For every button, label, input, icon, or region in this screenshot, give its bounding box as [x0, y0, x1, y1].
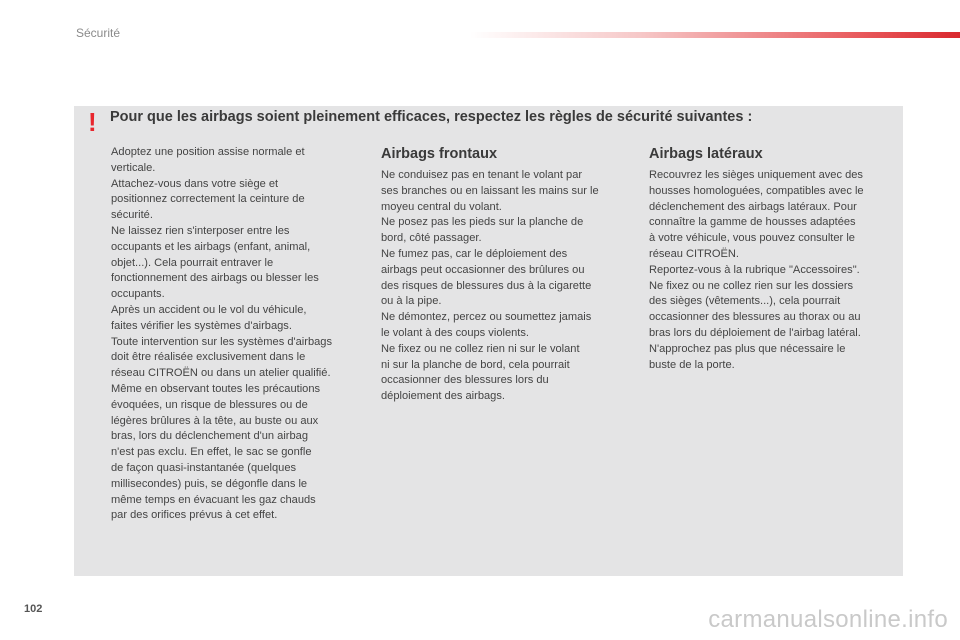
text-line: Ne démontez, percez ou soumettez jamais — [381, 311, 592, 324]
text-line: fonctionnement des airbags ou blesser les — [111, 272, 319, 285]
text-line: housses homologuées, compatibles avec le — [649, 184, 864, 197]
text-line: Recouvrez les sièges uniquement avec des — [649, 169, 863, 181]
page-number: 102 — [24, 603, 43, 615]
text-line: même temps en évacuant les gaz chauds — [111, 493, 316, 506]
text-line: occasionner des blessures au thorax ou au — [649, 311, 861, 324]
general-rules-text — [111, 145, 366, 524]
column-front-airbags — [381, 145, 631, 405]
text-line: Adoptez une position assise normale et — [111, 146, 305, 158]
text-line: airbags peut occasionner des brûlures ou — [381, 263, 585, 276]
text-line: moyeu central du volant. — [381, 200, 502, 213]
text-line: ou à la pipe. — [381, 295, 442, 308]
text-line: doit être réalisée exclusivement dans le — [111, 351, 306, 364]
warning-icon: ! — [88, 107, 97, 137]
text-line: Ne conduisez pas en tenant le volant par — [381, 169, 583, 181]
text-line: Après un accident ou le vol du véhicule, — [111, 303, 307, 316]
front-airbags-text — [381, 168, 631, 405]
text-line: évoquées, un risque de blessures ou de — [111, 398, 308, 411]
text-line: à votre véhicule, vous pouvez consulter le — [649, 232, 855, 245]
text-line: sécurité. — [111, 209, 153, 222]
text-line: positionnez correctement la ceinture de — [111, 193, 305, 206]
text-line: n'est pas exclu. En effet, le sac se gonfle — [111, 446, 312, 459]
side-airbags-text — [649, 168, 899, 373]
text-line: ses branches ou en laissant les mains sur le — [381, 184, 599, 197]
text-line: faites vérifier les systèmes d'airbags. — [111, 319, 292, 332]
text-line: bras, lors du déclenchement d'un airbag — [111, 430, 308, 443]
text-line: occupants et les airbags (enfant, animal, — [111, 240, 311, 253]
text-line: Toute intervention sur les systèmes d'airbags — [111, 335, 333, 348]
text-line: par des orifices prévus à cet effet. — [111, 509, 278, 522]
text-line: verticale. — [111, 161, 156, 174]
text-line: Reportez-vous à la rubrique "Accessoires". — [649, 263, 860, 276]
text-line: connaître la gamme de housses adaptées — [649, 216, 856, 229]
text-line: N'approchez pas plus que nécessaire le — [649, 342, 846, 355]
text-line: déclenchement des airbags latéraux. Pour — [649, 200, 857, 213]
text-line: des risques de blessures dus à la cigarette — [381, 279, 592, 292]
text-line: légères brûlures à la tête, au buste ou aux — [111, 414, 319, 427]
text-line: objet...). Cela pourrait entraver le — [111, 256, 274, 269]
text-line: Ne fixez ou ne collez rien sur les dossiers — [649, 279, 854, 292]
text-line: le volant à des coups violents. — [381, 326, 530, 339]
text-line: des sièges (vêtements...), cela pourrait — [649, 295, 841, 308]
section-title: Sécurité — [76, 26, 121, 40]
text-line: Ne posez pas les pieds sur la planche de — [381, 216, 584, 229]
side-airbags-heading: Airbags latéraux — [649, 146, 763, 162]
front-airbags-heading: Airbags frontaux — [381, 146, 498, 162]
text-line: de façon quasi-instantanée (quelques — [111, 461, 297, 474]
text-line: Attachez-vous dans votre siège et — [111, 177, 279, 190]
watermark: carmanualsonline.info — [708, 606, 948, 633]
text-line: occasionner des blessures lors du — [381, 374, 549, 387]
text-line: buste de la porte. — [649, 358, 735, 371]
header-accent-bar — [470, 32, 960, 38]
text-line: déploiement des airbags. — [381, 390, 505, 403]
text-line: Ne fixez ou ne collez rien ni sur le volant — [381, 342, 580, 355]
text-line: Même en observant toutes les précautions — [111, 382, 321, 395]
text-line: occupants. — [111, 288, 165, 301]
column-general-rules — [111, 145, 366, 524]
text-line: Ne fumez pas, car le déploiement des — [381, 247, 568, 260]
text-line: bras lors du déploiement de l'airbag latéral. — [649, 326, 861, 339]
text-line: millisecondes) puis, se dégonfle dans le — [111, 477, 308, 490]
text-line: réseau CITROËN. — [649, 247, 740, 260]
column-side-airbags — [649, 145, 899, 373]
warning-heading: Pour que les airbags soient pleinement efficaces, respectez les règles de sécurité suivantes : — [110, 109, 753, 125]
text-line: ni sur la planche de bord, cela pourrait — [381, 358, 570, 371]
text-line: Ne laissez rien s'interposer entre les — [111, 224, 290, 237]
text-line: bord, côté passager. — [381, 232, 482, 245]
text-line: réseau CITROËN ou dans un atelier qualifié. — [111, 367, 331, 380]
